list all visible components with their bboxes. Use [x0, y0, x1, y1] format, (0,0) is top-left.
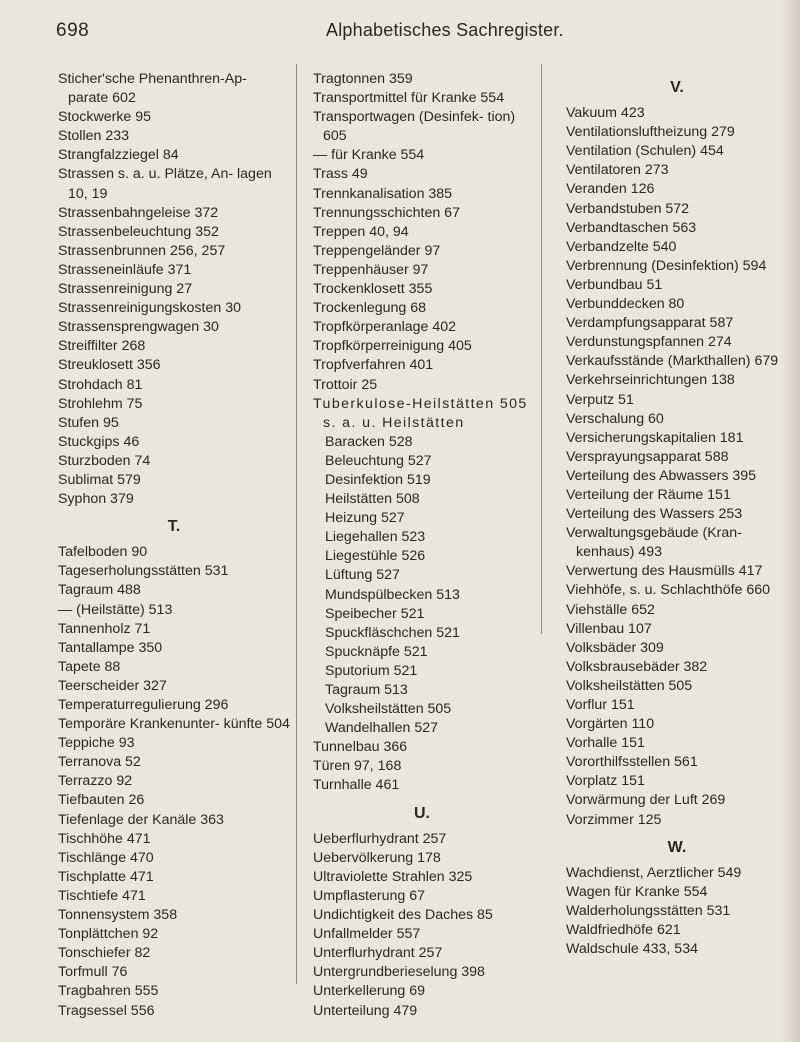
index-entry: Verbrennung (Desinfektion) 594 — [566, 257, 767, 274]
index-entry: Teerscheider 327 — [58, 677, 167, 694]
index-entry: Vorplatz 151 — [566, 773, 645, 790]
index-entry: Treppenhäuser 97 — [313, 261, 429, 278]
index-subentry: Desinfektion 519 — [325, 471, 431, 488]
index-entry: Vororthilfsstellen 561 — [566, 754, 698, 771]
index-entry: Wagen für Kranke 554 — [566, 883, 708, 900]
index-entry: Syphon 379 — [58, 491, 134, 508]
index-entry: Stockwerke 95 — [58, 109, 152, 126]
index-entry: Trass 49 — [313, 166, 368, 183]
index-entry: Versicherungskapitalien 181 — [566, 429, 744, 446]
index-entry: Veranden 126 — [566, 181, 655, 198]
index-subentry: Speibecher 521 — [325, 605, 425, 622]
index-entry: Strohlehm 75 — [58, 395, 143, 412]
index-entry: Strassenbrunnen 256, 257 — [58, 242, 226, 259]
index-entry: Tageserholungsstätten 531 — [58, 563, 229, 580]
index-subentry: Wandelhallen 527 — [325, 720, 439, 737]
index-entry: — für Kranke 554 — [313, 147, 425, 164]
index-entry: Sticher'sche Phenanthren-Ap- parate 602 — [58, 71, 247, 107]
index-entry: Verwertung des Hausmülls 417 — [566, 563, 763, 580]
index-entry: Vorhalle 151 — [566, 735, 645, 752]
index-entry: Vorflur 151 — [566, 697, 635, 713]
index-entry: Tiefbauten 26 — [58, 792, 145, 809]
index-entry: Trennungsschichten 67 — [313, 204, 460, 221]
index-entry: Tischhöhe 471 — [58, 830, 151, 847]
index-entry: Unfallmelder 557 — [313, 926, 421, 943]
index-entry: Tuberkulose-Heilstätten 505 s. a. u. Heilstätten — [313, 395, 528, 431]
index-entry: Verteilung des Wassers 253 — [566, 506, 743, 523]
index-entry: Walderholungsstätten 531 — [566, 902, 731, 919]
index-entry: Tagraum 488 — [58, 582, 141, 599]
index-column-3 — [566, 70, 788, 959]
index-entry: Tapete 88 — [58, 658, 121, 675]
index-entry: Waldfriedhöfe 621 — [566, 922, 681, 939]
index-subentry: Beleuchtung 527 — [325, 452, 432, 469]
index-entry: Tiefenlage der Kanäle 363 — [58, 811, 224, 828]
index-entry: Unterkellerung 69 — [313, 983, 425, 1000]
index-subentry: Spuckfläschchen 521 — [325, 624, 460, 641]
index-entry: Tropfkörperanlage 402 — [313, 319, 457, 336]
index-subentry: Tagraum 513 — [325, 682, 408, 698]
index-entry: Viehhöfe, s. u. Schlachthöfe 660 — [566, 582, 771, 599]
index-entry: Transportmittel für Kranke 554 — [313, 90, 505, 107]
index-entry: Versprayungsapparat 588 — [566, 448, 729, 465]
index-entry: Verdampfungsapparat 587 — [566, 315, 734, 332]
index-entry: Terranova 52 — [58, 754, 141, 771]
index-entry: Trennkanalisation 385 — [313, 185, 453, 202]
index-entry: Tonnensystem 358 — [58, 907, 178, 924]
index-entry: Strassenreinigung 27 — [58, 281, 193, 298]
index-entry: Tischtiefe 471 — [58, 887, 146, 904]
index-subentry: Lüftung 527 — [325, 567, 400, 584]
index-entry: Verputz 51 — [566, 391, 634, 408]
index-subentry: Sputorium 521 — [325, 662, 418, 679]
section-letter-t: T. — [167, 518, 181, 536]
index-entry: Unterteilung 479 — [313, 1002, 418, 1019]
index-entry: Vorzimmer 125 — [566, 811, 662, 828]
section-letter-v: V. — [670, 79, 684, 96]
index-entry: Verbandzelte 540 — [566, 238, 677, 255]
index-entry: Undichtigkeit des Daches 85 — [313, 907, 493, 924]
index-entry: Tonplättchen 92 — [58, 926, 159, 943]
index-entry: Verdunstungspfannen 274 — [566, 334, 732, 351]
index-entry: Stuckgips 46 — [58, 433, 140, 450]
index-entry: Tragsessel 556 — [58, 1002, 155, 1019]
index-entry: Stufen 95 — [58, 414, 119, 431]
index-entry: Verbunddecken 80 — [566, 296, 685, 313]
index-entry: Sturzboden 74 — [58, 452, 151, 469]
index-entry: Temperaturregulierung 296 — [58, 697, 229, 713]
index-entry: Tropfverfahren 401 — [313, 357, 434, 374]
index-entry: Unterflurhydrant 257 — [313, 945, 443, 962]
index-entry: Verkehrseinrichtungen 138 — [566, 372, 735, 389]
index-entry: Verbandstuben 572 — [566, 200, 690, 217]
index-subentry: Baracken 528 — [325, 433, 413, 450]
index-entry: Vorwärmung der Luft 269 — [566, 792, 726, 809]
index-entry: Temporäre Krankenunter- künfte 504 — [58, 716, 290, 733]
index-entry: Tafelboden 90 — [58, 544, 148, 561]
index-entry: Trottoir 25 — [313, 376, 378, 393]
index-subentry: Liegestühle 526 — [325, 548, 426, 565]
index-entry: Ueberflurhydrant 257 — [313, 830, 447, 847]
index-entry: Streiffilter 268 — [58, 338, 146, 355]
index-entry: Strassenbahngeleise 372 — [58, 204, 219, 221]
index-entry: Ventilation (Schulen) 454 — [566, 143, 724, 160]
index-column-2 — [313, 70, 531, 1021]
index-entry: Untergrundberieselung 398 — [313, 964, 485, 981]
index-entry: Wachdienst, Aerztlicher 549 — [566, 864, 742, 881]
index-entry: Uebervölkerung 178 — [313, 849, 441, 866]
index-entry: Strasseneinläufe 371 — [58, 261, 192, 278]
index-entry: Waldschule 433, 534 — [566, 941, 698, 958]
index-entry: Ultraviolette Strahlen 325 — [313, 868, 473, 885]
index-subentry: Liegehallen 523 — [325, 529, 426, 546]
index-entry: Verbundbau 51 — [566, 276, 663, 293]
section-letter-u: U. — [414, 804, 430, 822]
index-entry: Tropfkörperreinigung 405 — [313, 338, 472, 355]
column-divider — [296, 64, 297, 984]
index-entry: Tischlänge 470 — [58, 849, 154, 866]
index-entry: Verkaufsstände (Markthallen) 679 — [566, 353, 779, 370]
index-entry: Verteilung der Räume 151 — [566, 486, 731, 503]
index-entry: Umpflasterung 67 — [313, 887, 425, 904]
index-subentry: Spucknäpfe 521 — [325, 643, 428, 660]
index-entry: Strangfalzziegel 84 — [58, 147, 179, 164]
index-entry: Verbandtaschen 563 — [566, 219, 697, 236]
index-entry: Strohdach 81 — [58, 376, 143, 393]
section-letter-w: W. — [667, 838, 687, 856]
index-entry: Volksbäder 309 — [566, 639, 664, 656]
index-entry: Sublimat 579 — [58, 471, 141, 488]
index-entry: Teppiche 93 — [58, 735, 135, 752]
index-entry: Volksbrausebäder 382 — [566, 658, 708, 675]
index-entry: Viehställe 652 — [566, 601, 655, 618]
index-entry: Transportwagen (Desinfek- tion) 605 — [313, 109, 516, 145]
page-number: 698 — [56, 20, 90, 41]
index-entry: Stollen 233 — [58, 128, 129, 145]
index-entry: Treppen 40, 94 — [313, 223, 409, 240]
index-entry: Volksheilstätten 505 — [566, 677, 693, 694]
index-entry: Verschalung 60 — [566, 410, 664, 427]
index-entry: Streuklosett 356 — [58, 357, 161, 374]
index-entry: Verwaltungsgebäude (Kran- kenhaus) 493 — [566, 525, 742, 561]
index-entry: Tragtonnen 359 — [313, 71, 413, 87]
index-entry: Strassen s. a. u. Plätze, An- lagen 10, 19 — [58, 166, 272, 202]
index-entry: Ventilationsluftheizung 279 — [566, 124, 735, 141]
index-entry: Verteilung des Abwassers 395 — [566, 467, 757, 484]
index-entry: Vorgärten 110 — [566, 716, 655, 733]
index-column-1 — [58, 70, 290, 1021]
index-entry: Tantallampe 350 — [58, 639, 163, 656]
index-entry: Treppengeländer 97 — [313, 242, 441, 259]
index-entry: Trockenlegung 68 — [313, 300, 427, 317]
index-entry: Tischplatte 471 — [58, 868, 154, 885]
running-title: Alphabetisches Sachregister. — [326, 20, 564, 40]
index-entry: — (Heilstätte) 513 — [58, 601, 173, 618]
index-entry: Villenbau 107 — [566, 620, 652, 637]
index-subentry: Mundspülbecken 513 — [325, 586, 460, 603]
index-entry: Turnhalle 461 — [313, 777, 400, 794]
column-divider — [541, 64, 542, 634]
index-entry: Tannenholz 71 — [58, 620, 151, 637]
index-entry: Strassensprengwagen 30 — [58, 319, 219, 336]
index-entry: Vakuum 423 — [566, 105, 645, 122]
index-entry: Trockenklosett 355 — [313, 281, 433, 298]
index-subentry: Heizung 527 — [325, 510, 405, 527]
index-entry: Türen 97, 168 — [313, 758, 402, 775]
index-entry: Ventilatoren 273 — [566, 162, 669, 179]
index-entry: Terrazzo 92 — [58, 773, 133, 790]
index-entry: Tragbahren 555 — [58, 983, 159, 1000]
index-entry: Strassenreinigungskosten 30 — [58, 300, 241, 317]
index-entry: Torfmull 76 — [58, 964, 128, 981]
index-subentry: Volksheilstätten 505 — [325, 701, 452, 718]
index-entry: Tunnelbau 366 — [313, 739, 408, 756]
index-entry: Tonschiefer 82 — [58, 945, 151, 962]
page-header — [56, 20, 740, 50]
index-subentry: Heilstätten 508 — [325, 491, 420, 508]
index-entry: Strassenbeleuchtung 352 — [58, 223, 219, 240]
